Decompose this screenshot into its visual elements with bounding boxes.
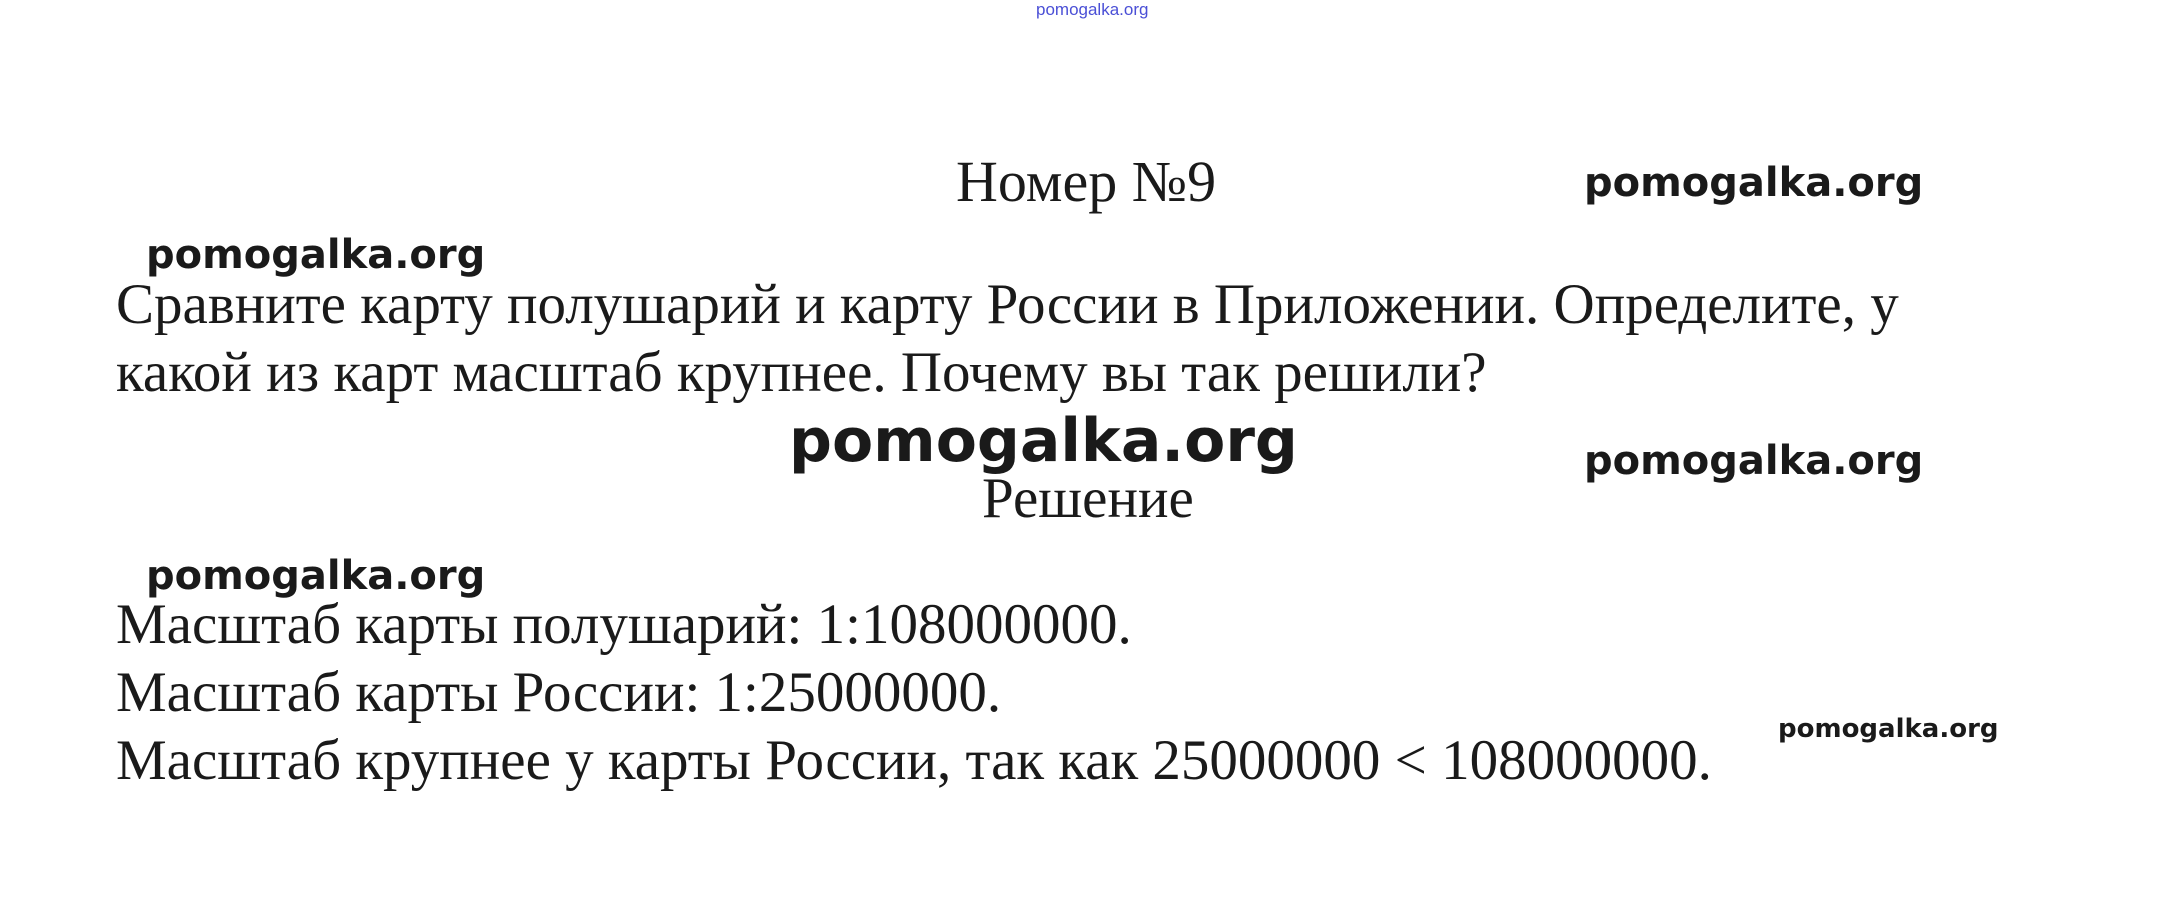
solution-line-2: Масштаб карты России: 1:25000000. — [116, 661, 1002, 724]
watermark: pomogalka.org — [146, 232, 486, 278]
watermark-large: pomogalka.org — [789, 406, 1298, 476]
question-line-1: Сравните карту полушарий и карту России в Приложении. Определите, у — [116, 273, 1899, 336]
solution-line-1: Масштаб карты полушарий: 1:108000000. — [116, 593, 1132, 656]
watermark: pomogalka.org — [1584, 438, 1924, 484]
watermark: pomogalka.org — [146, 553, 486, 599]
watermark-small: pomogalka.org — [1778, 714, 1999, 744]
solution-line-3: Масштаб крупнее у карты России, так как 25000000 < 108000000. — [116, 729, 1712, 792]
watermark-top-link[interactable]: pomogalka.org — [1036, 0, 1149, 19]
task-title: Номер №9 — [956, 149, 1217, 214]
question-line-2: какой из карт масштаб крупнее. Почему вы так решили? — [116, 341, 1487, 404]
solution-heading: Решение — [982, 467, 1194, 530]
watermark: pomogalka.org — [1584, 160, 1924, 206]
